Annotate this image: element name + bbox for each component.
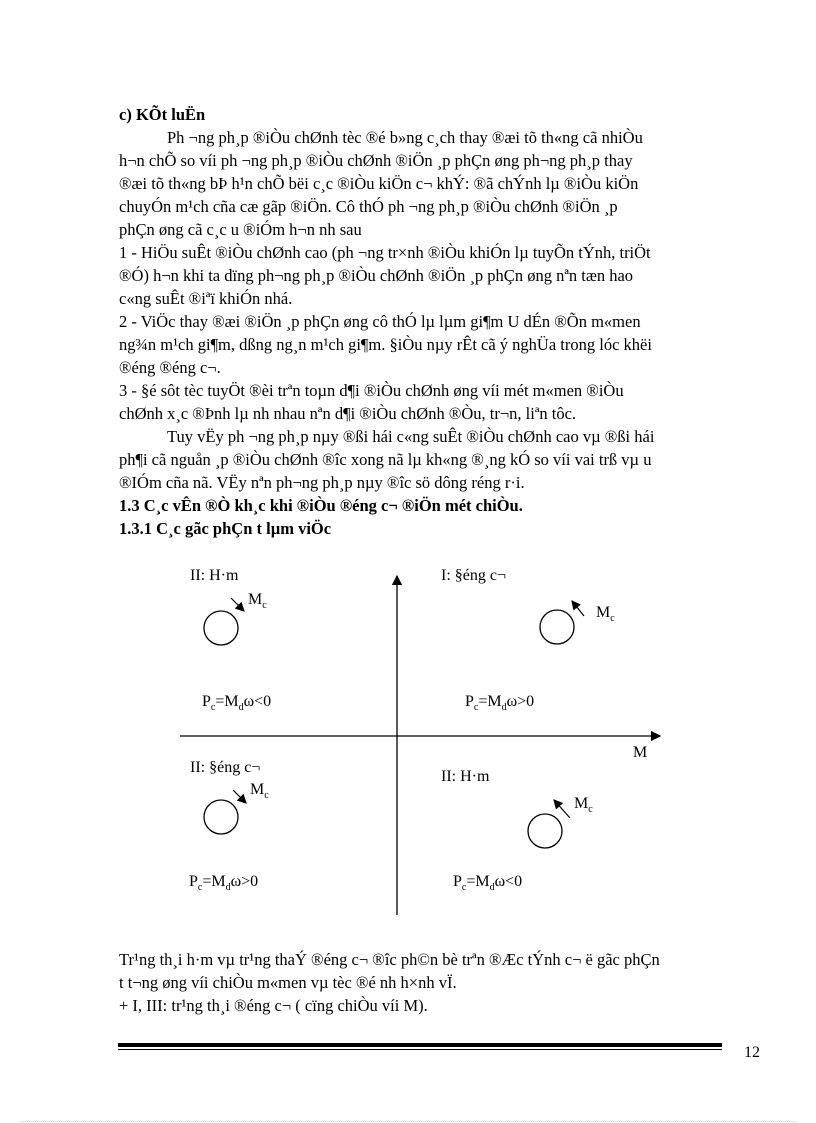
power-equation: $P_c=M_d\omega>0$	[189, 873, 259, 893]
rotor-circle	[528, 814, 562, 848]
rotor-circle	[540, 610, 574, 644]
torque-label: $M_c$	[248, 591, 267, 611]
paragraph-line: t t¬ng øng víi chiÒu m«men vµ tèc ®é nh h×nh vÏ.	[119, 973, 457, 992]
quadrant-2-title: II: H·m	[190, 567, 239, 584]
paragraph-line: ng¾n m¹ch gi¶m, dßng ng¸n m¹ch gi¶m. §iÒu nµy rÊt cã ý nghÜa trong lóc khëi	[119, 335, 652, 354]
paragraph-line: Tr¹ng th¸i h·m vµ tr¹ng thaÝ ®éng c¬ ®îc ph©n bè trªn ®Æc tÝnh c¬ ë gãc phÇn	[119, 950, 660, 969]
power-equation: $P_c=M_d\omega<0$	[202, 693, 272, 713]
torque-arrow	[233, 790, 246, 803]
paragraph-line: ph¶i cã nguån ¸p ®iÒu chØnh ®îc xong nã lµ kh«ng ®¸ng kÓ so víi vai trß vµ u	[119, 450, 652, 469]
rotor-circle	[204, 611, 238, 645]
paragraph-line: Ph ¬ng ph¸p ®iÒu chØnh tèc ®é b»ng c¸ch thay ®æi tõ th«ng cã nhiÒu	[167, 128, 643, 147]
paragraph-line: c«ng suÊt ®iªï khiÓn nhá.	[119, 289, 293, 308]
footer-rule-thick	[118, 1043, 722, 1047]
power-equation: $P_c=M_d\omega<0$	[453, 873, 523, 893]
paragraph-line: h¬n chÕ so víi ph ¬ng ph¸p ®iÒu chØnh ®iÖn ¸p phÇn øng ph¬ng ph¸p thay	[119, 151, 633, 170]
torque-arrow	[572, 601, 584, 616]
footer-rule-thin	[118, 1049, 722, 1050]
torque-label: $M_c$	[574, 795, 593, 815]
torque-label: $M_c$	[250, 781, 269, 801]
paragraph-line: ®éng ®éng c¬.	[119, 358, 221, 377]
paragraph-line: chuyÓn m¹ch cña cæ gãp ®iÖn. Cô thÓ ph ¬ng ph¸p ®iÒu chØnh ®iÖn ¸p	[119, 197, 618, 216]
paragraph-line: ®IÓm cña nã. VËy nªn ph¬ng ph¸p nµy ®îc sö dông réng r·i.	[119, 473, 525, 492]
torque-label: $M_c$	[596, 604, 615, 624]
quadrant-1-title: I: §éng c¬	[441, 567, 506, 584]
quadrant-4-title: II: H·m	[441, 768, 490, 785]
paragraph-line: Tuy vËy ph ¬ng ph¸p nµy ®ßi hái c«ng suÊt ®iÒu chØnh cao vµ ®ßi hái	[167, 427, 655, 446]
torque-arrow	[554, 800, 570, 818]
section-heading-1-3: 1.3 C¸c vÊn ®Ò kh¸c khi ®iÒu ®éng c¬ ®iÖn mét chiÒu.	[119, 496, 523, 515]
paragraph-line: chØnh x¸c ®Þnh lµ nh nhau nªn d¶i ®iÒu chØnh ®Òu, tr¬n, liªn tôc.	[119, 404, 577, 423]
paragraph-line: 3 - §é sôt tèc tuyÖt ®èi trªn toµn d¶i ®iÒu chØnh øng víi mét m«men ®iÒu	[119, 381, 624, 400]
heading-conclusion: c) KÕt luËn	[119, 105, 206, 124]
page-number: 12	[744, 1044, 760, 1061]
paragraph-line: phÇn øng cã c¸c u ®iÓm h¬n nh sau	[119, 220, 362, 239]
paragraph-line: ®æi tõ th«ng bÞ h¹n chÕ bëi c¸c ®iÒu kiÖn c¬ khÝ: ®ã chÝnh lµ ®iÒu kiÖn	[119, 174, 639, 193]
page-edge-dots	[20, 1121, 796, 1122]
paragraph-line: 1 - HiÖu suÊt ®iÒu chØnh cao (ph ¬ng tr×nh ®iÒu khiÓn lµ tuyÕn tÝnh, triÖt	[119, 243, 651, 262]
paragraph-line: + I, III: tr¹ng th¸i ®éng c¬ ( cïng chiÒu víi M).	[119, 996, 428, 1015]
quadrant-3-title: II: §éng c¬	[190, 759, 261, 776]
power-equation: $P_c=M_d\omega>0$	[465, 693, 535, 713]
torque-arrow	[231, 598, 244, 611]
paragraph-line: ®Ó) h¬n khi ta dïng ph¬ng ph¸p ®iÒu chØnh ®iÖn ¸p phÇn øng nªn tæn hao	[119, 266, 634, 285]
axis-label-m: M	[633, 744, 648, 761]
section-heading-1-3-1: 1.3.1 C¸c gãc phÇn t lµm viÖc	[119, 519, 332, 538]
paragraph-line: 2 - ViÖc thay ®æi ®iÖn ¸p phÇn øng cô thÓ lµ lµm gi¶m U dÉn ®Õn m«men	[119, 312, 641, 331]
rotor-circle	[204, 800, 238, 834]
